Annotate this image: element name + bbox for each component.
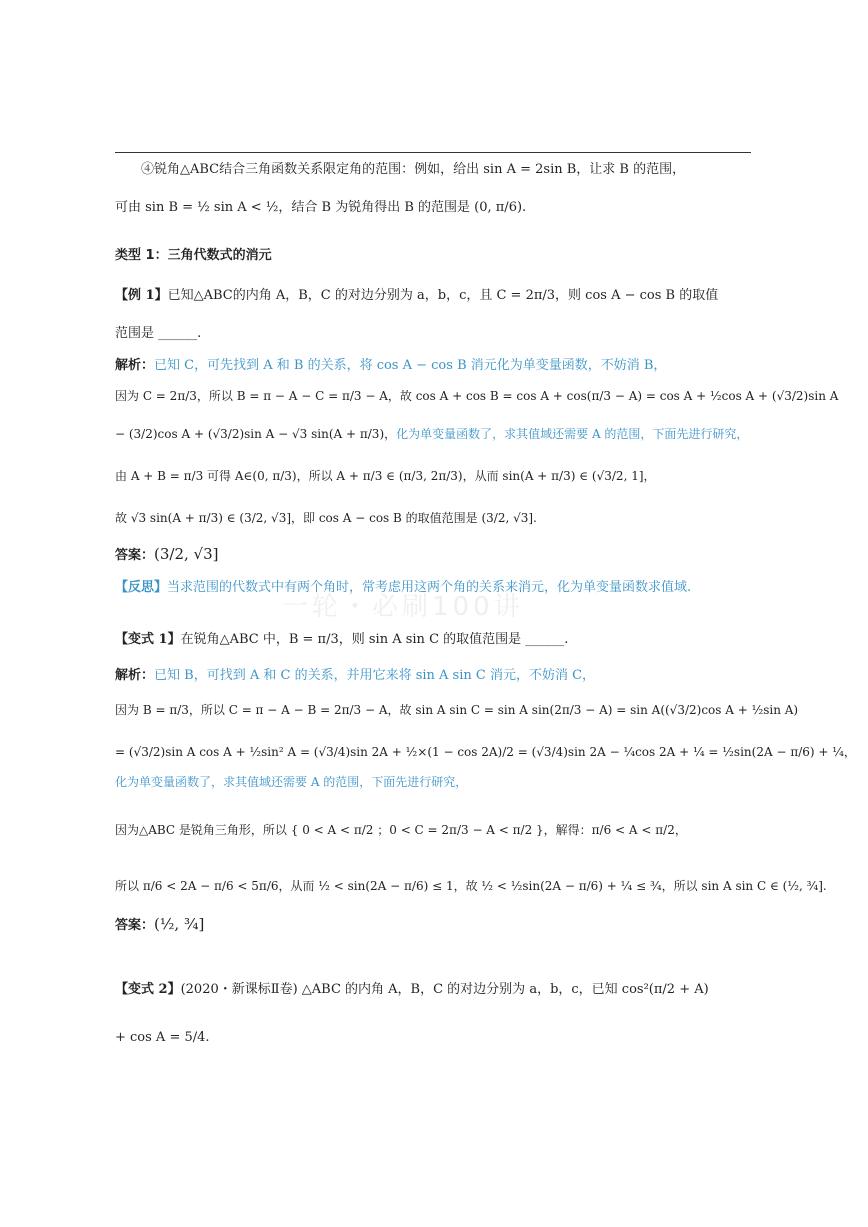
solution-2-line-4: 因为△ABC 是锐角三角形，所以 { 0 < A < π/2 ；0 < C = 2π/3 − A < π/2 }，解得：π/6 < A < π/2， [115, 823, 687, 837]
solution-1-line-3 [115, 424, 748, 444]
solution-2-line-3: = (√3/2)sin A cos A + ½sin² A = (√3/4)sin 2A + ½×(1 − cos 2A)/2 = (√3/4)sin 2A − ¼cos 2A + ¼ = ½sin(2A − π/6) + ¼， [115, 745, 856, 759]
answer-1 [115, 544, 219, 566]
variant-1-text: 在锐角△ABC 中，B = π/3，则 sin A sin C 的取值范围是 ______. [180, 632, 569, 647]
variant-1-label: 【变式 1】 [115, 632, 181, 647]
watermark: 一轮・必刷100讲 [282, 592, 524, 622]
example-1-line-1 [115, 286, 718, 306]
solution-2-label: 解析： [115, 668, 155, 683]
solution-1-line-2: 因为 C = 2π/3，所以 B = π − A − C = π/3 − A，故 cos A + cos B = cos A + cos(π/3 − A) = cos A + ½cos A + (√3/2)sin A [115, 389, 839, 403]
solution-2-line-2: 因为 B = π/3，所以 C = π − A − B = 2π/3 − A，故 sin A sin C = sin A sin(2π/3 − A) = sin A((√3/2)cos A + ½sin A) [115, 703, 799, 717]
example-1-line-2: 范围是 ______. [115, 326, 202, 341]
variant-2-line-1 [115, 980, 709, 1000]
intro-line-2: 可由 sin B = ½ sin A < ½，结合 B 为锐角得出 B 的范围是 (0, π/6). [115, 200, 527, 215]
solution-1-line-3-note: 化为单变量函数了，求其值域还需要 A 的范围，下面先进行研究， [396, 427, 749, 441]
answer-2-value: (½, ¾] [154, 915, 205, 933]
example-1-label: 【例 1】 [115, 288, 168, 303]
header-rule [115, 152, 751, 153]
solution-2-hint: 已知 B，可找到 A 和 C 的关系，并用它来将 sin A sin C 消元，不妨消 C， [154, 668, 596, 683]
solution-2-hint-line [115, 666, 595, 686]
variant-2-text: (2020・新课标Ⅱ卷) △ABC 的内角 A，B，C 的对边分别为 a，b，c，已知 cos²(π/2 + A) [180, 982, 709, 997]
intro-line-1: ④锐角△ABC结合三角函数关系限定角的范围：例如，给出 sin A = 2sin B，让求 B 的范围， [141, 162, 686, 177]
example-1-text: 已知△ABC的内角 A，B，C 的对边分别为 a，b，c，且 C = 2π/3，则 cos A − cos B 的取值 [167, 288, 719, 303]
solution-1-label: 解析： [115, 358, 155, 373]
reflection-text: 当求范围的代数式中有两个角时，常考虑用这两个角的关系来消元，化为单变量函数求值域. [167, 580, 692, 595]
answer-2 [115, 914, 204, 936]
section-heading: 类型 1：三角代数式的消元 [115, 248, 272, 263]
solution-1-line-5: 故 √3 sin(A + π/3) ∈ (3/2, √3]，即 cos A − cos B 的取值范围是 (3/2, √3]. [115, 511, 537, 525]
solution-1-line-4: 由 A + B = π/3 可得 A∈(0, π/3)，所以 A + π/3 ∈ (π/3, 2π/3)，从而 sin(A + π/3) ∈ (√3/2, 1]， [115, 469, 656, 483]
solution-1-line-3-math: − (3/2)cos A + (√3/2)sin A − √3 sin(A + π/3)， [115, 427, 397, 441]
solution-1-hint: 已知 C，可先找到 A 和 B 的关系，将 cos A − cos B 消元化为单变量函数，不妨消 B， [154, 358, 667, 373]
solution-1-hint-line [115, 356, 666, 376]
answer-1-label: 答案： [115, 548, 155, 563]
reflection-label: 【反思】 [115, 580, 168, 595]
answer-2-label: 答案： [115, 918, 155, 933]
answer-1-value: (3/2, √3] [154, 545, 219, 563]
solution-2-note: 化为单变量函数了，求其值域还需要 A 的范围，下面先进行研究， [115, 775, 468, 789]
reflection [115, 578, 691, 598]
variant-2-label: 【变式 2】 [115, 982, 181, 997]
variant-1 [115, 630, 568, 650]
variant-2-line-2: + cos A = 5/4. [115, 1030, 210, 1045]
solution-2-line-5: 所以 π/6 < 2A − π/6 < 5π/6，从而 ½ < sin(2A − π/6) ≤ 1，故 ½ < ½sin(2A − π/6) + ¼ ≤ ¾，所以 sin A sin C ∈ (½, ¾]. [115, 879, 827, 893]
